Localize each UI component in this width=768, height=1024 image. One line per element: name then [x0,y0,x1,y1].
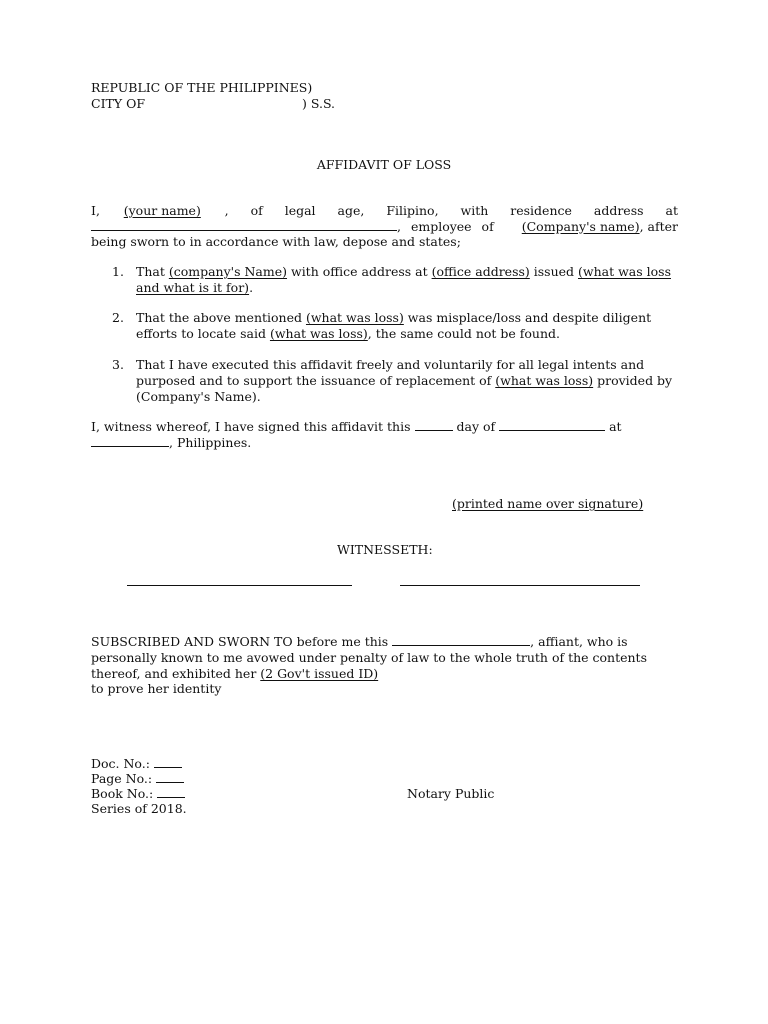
witnesseth-heading: WITNESSETH: [337,542,433,557]
list-item-number: 3. [112,357,124,372]
list-item-number: 1. [112,264,124,279]
intro-after-name: , of legal age, Filipino, with residence address at [224,203,678,218]
list-item-text: That the above mentioned (what was loss) was misplace/loss and despite diligent efforts to locate said (what was loss), the same could not be found. [136,310,652,341]
witness-signature-line-right [400,585,640,586]
company-name-field: (Company's name) [521,218,640,234]
header-ss: ) S.S. [302,96,336,111]
notary-public-label: Notary Public [407,786,495,801]
witness-paragraph-line2: , Philippines. [91,435,251,450]
document-title: AFFIDAVIT OF LOSS [316,157,452,172]
intro-i: I, [91,203,100,218]
residence-address-blank [91,219,397,231]
list-item-number: 2. [112,310,124,325]
sworn-date-blank [392,634,530,646]
header-republic: REPUBLIC OF THE PHILIPPINES) [91,80,313,95]
subscribed-line1: SUBSCRIBED AND SWORN TO before me this , affiant, who is [91,634,628,649]
series-of: Series of 2018. [91,801,187,816]
witness-signature-line-left [127,585,352,586]
place-blank [91,435,169,447]
your-name-field: (your name) [123,203,201,218]
intro-after: , after [639,218,678,234]
subscribed-line2: personally known to me avowed under penalty of law to the whole truth of the contents [91,650,647,665]
intro-employee-of: , employee of [397,218,494,234]
subscribed-line4: to prove her identity [91,681,222,696]
list-item-text: That (company's Name) with office address at (office address) issued (what was loss and what is it for). [136,264,671,295]
header-city-label: CITY OF [91,96,145,111]
book-no: Book No.: [91,786,185,801]
subscribed-line3: thereof, and exhibited her (2 Gov't issued ID) [91,666,379,681]
doc-no: Doc. No.: [91,756,182,771]
header-city [91,96,145,111]
gov-id-field: (2 Gov't issued ID) [260,666,379,681]
month-blank [499,419,605,431]
list-item-text: That I have executed this affidavit freely and voluntarily for all legal intents and purposed and to support the issuance of replacement of (what was loss) provided by (Company's Name). [136,357,673,404]
printed-name-signature-label: (printed name over signature) [452,496,644,511]
day-blank [415,419,453,431]
page-no: Page No.: [91,771,184,786]
intro-line3: being sworn to in accordance with law, depose and states; [91,234,461,249]
witness-paragraph-line1: I, witness whereof, I have signed this affidavit this day of at [91,419,622,434]
intro-paragraph [91,203,678,250]
